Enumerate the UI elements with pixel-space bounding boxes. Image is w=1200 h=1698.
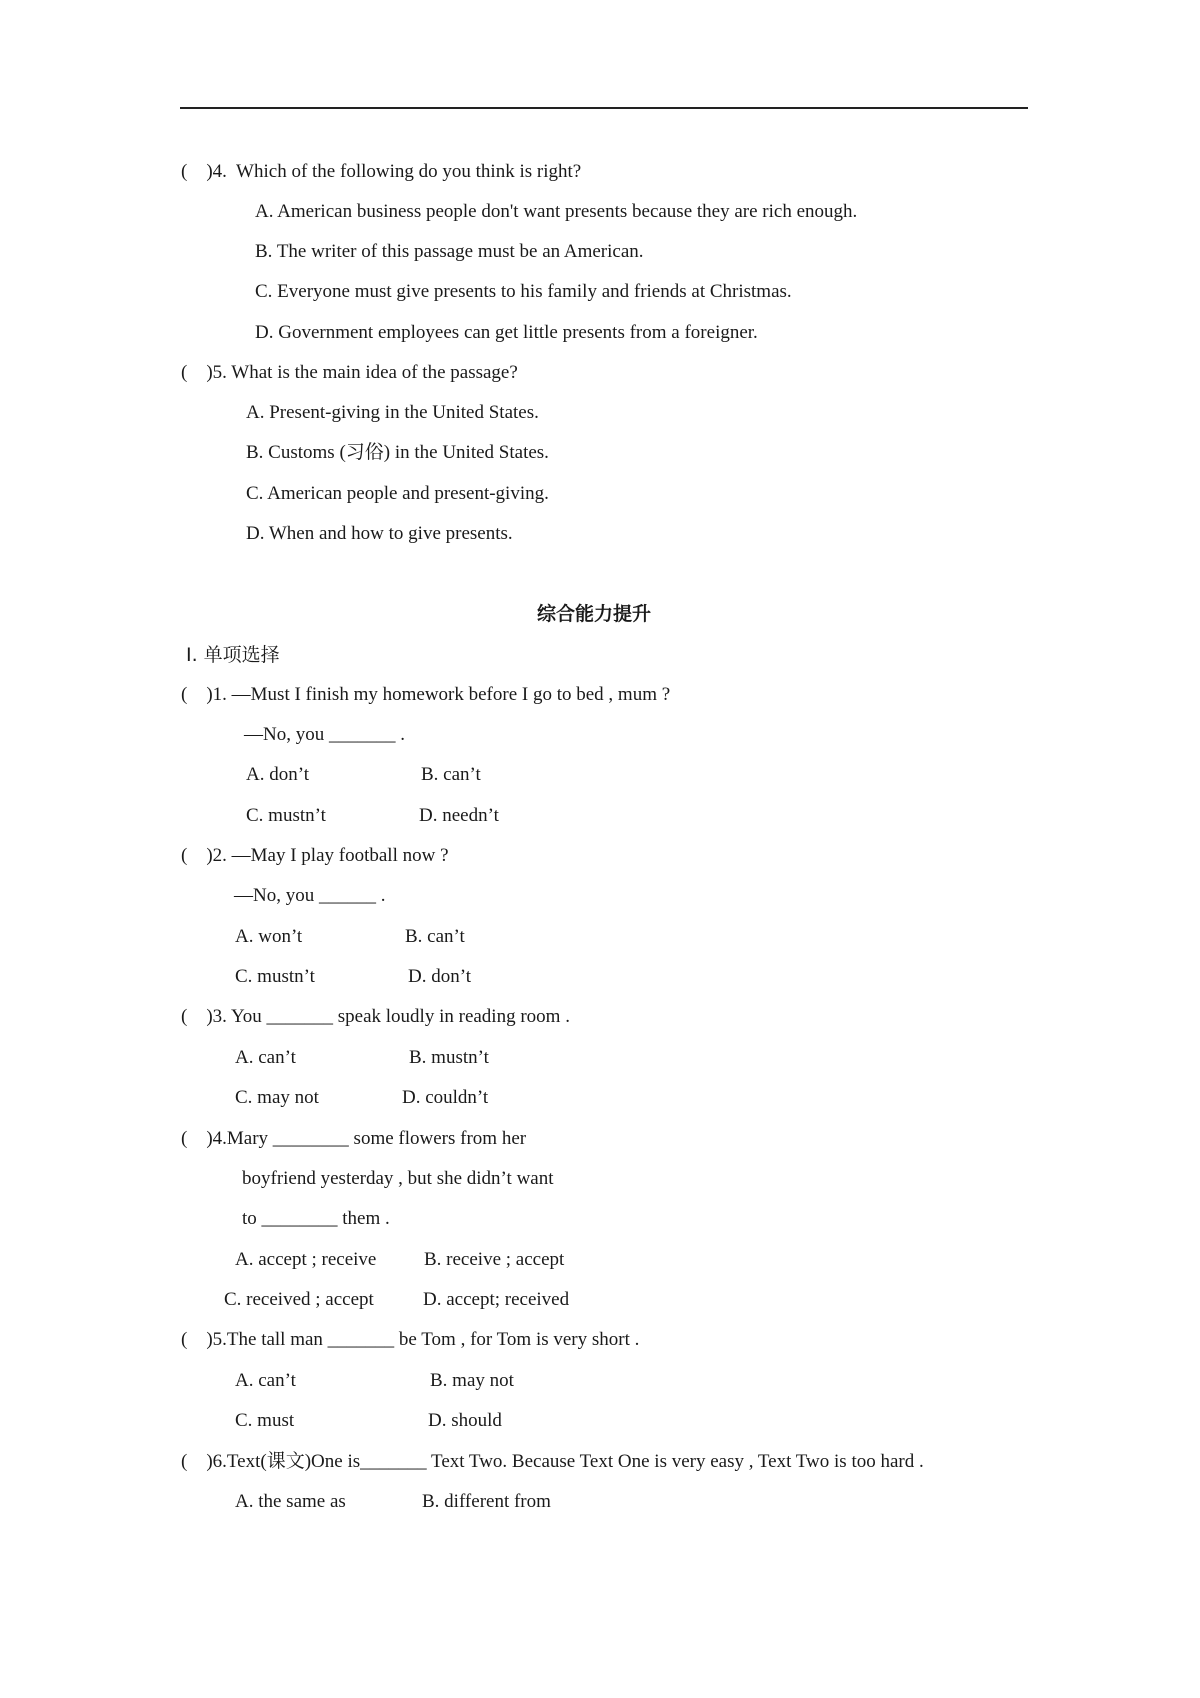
- option-d: D. should: [428, 1410, 502, 1431]
- header-rule: [180, 107, 1028, 109]
- option-b: B. can’t: [421, 764, 481, 785]
- question-stem: ( )6.Text(课文)One is_______ Text Two. Because Text One is very easy , Text Two is too hard .: [181, 1451, 924, 1472]
- option-b: B. different from: [422, 1491, 551, 1512]
- option-a: A. can’t: [235, 1370, 296, 1391]
- section-title: 综合能力提升: [537, 603, 652, 625]
- option-d: D. couldn’t: [402, 1087, 489, 1108]
- option-d: D. don’t: [408, 966, 471, 987]
- option-a: A. the same as: [235, 1491, 346, 1512]
- question-continuation: to ________ them .: [242, 1208, 390, 1229]
- option-c: C. mustn’t: [246, 805, 326, 826]
- option-c: C. may not: [235, 1087, 319, 1108]
- option-a: A. accept ; receive: [235, 1249, 377, 1270]
- question-stem: ( )4. Which of the following do you think is right?: [181, 161, 582, 182]
- option-b: B. mustn’t: [409, 1047, 489, 1068]
- option-c: C. mustn’t: [235, 966, 315, 987]
- option-b: B. may not: [430, 1370, 514, 1391]
- question-stem: ( )5. What is the main idea of the passage?: [181, 362, 518, 383]
- option-d: D. Government employees can get little presents from a foreigner.: [255, 322, 758, 343]
- option-d: D. needn’t: [419, 805, 499, 826]
- question-stem: ( )1. —Must I finish my homework before I go to bed , mum ?: [181, 684, 671, 705]
- option-c: C. must: [235, 1410, 295, 1431]
- part-heading: Ⅰ. 单项选择: [186, 644, 280, 666]
- question-continuation: —No, you _______ .: [244, 724, 405, 745]
- option-a: A. Present-giving in the United States.: [246, 402, 539, 423]
- option-d: D. accept; received: [423, 1289, 570, 1310]
- question-stem: ( )5.The tall man _______ be Tom , for Tom is very short .: [181, 1329, 640, 1350]
- question-continuation: boyfriend yesterday , but she didn’t want: [242, 1168, 554, 1189]
- option-a: A. won’t: [235, 926, 303, 947]
- option-c: C. Everyone must give presents to his family and friends at Christmas.: [255, 281, 792, 302]
- question-stem: ( )2. —May I play football now ?: [181, 845, 449, 866]
- option-c: C. American people and present-giving.: [246, 483, 549, 504]
- option-a: A. American business people don't want presents because they are rich enough.: [255, 201, 858, 222]
- option-c: C. received ; accept: [224, 1289, 374, 1310]
- option-b: B. The writer of this passage must be an American.: [255, 241, 644, 262]
- option-b: B. can’t: [405, 926, 465, 947]
- option-d: D. When and how to give presents.: [246, 523, 513, 544]
- option-b: B. receive ; accept: [424, 1249, 565, 1270]
- option-a: A. don’t: [246, 764, 309, 785]
- option-a: A. can’t: [235, 1047, 296, 1068]
- option-b: B. Customs (习俗) in the United States.: [246, 442, 549, 463]
- question-stem: ( )4.Mary ________ some flowers from her: [181, 1128, 527, 1149]
- question-continuation: —No, you ______ .: [234, 885, 386, 906]
- question-stem: ( )3. You _______ speak loudly in reading room .: [181, 1006, 570, 1027]
